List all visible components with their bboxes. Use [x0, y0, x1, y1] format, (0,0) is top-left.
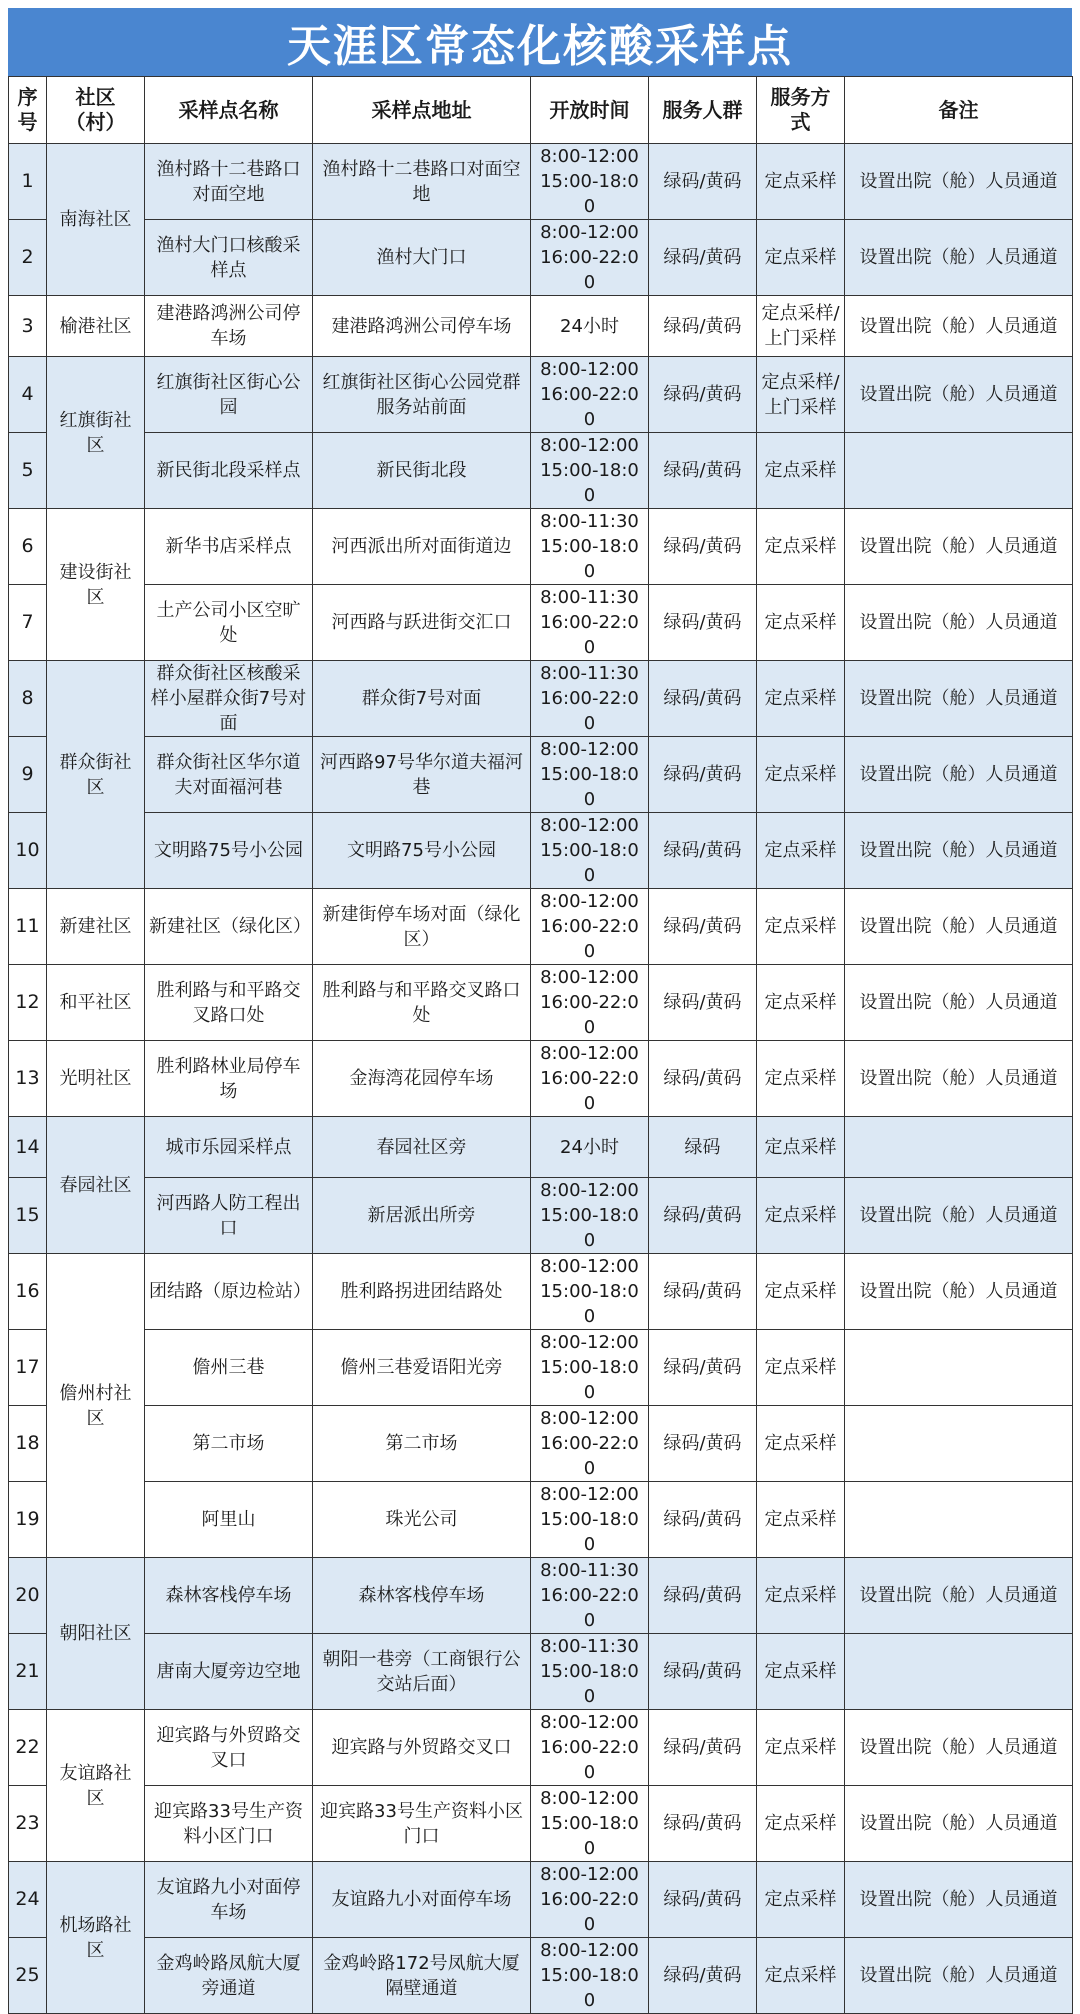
service-crowd-cell: 绿码/黄码	[649, 1938, 757, 2014]
service-mode-cell: 定点采样	[757, 1558, 845, 1634]
site-name-cell: 渔村大门口核酸采样点	[145, 220, 313, 296]
site-address-cell: 建港路鸿洲公司停车场	[313, 296, 531, 357]
header-service-crowd: 服务人群	[649, 77, 757, 144]
community-cell: 红旗街社区	[47, 357, 145, 509]
site-address-cell: 河西派出所对面街道边	[313, 509, 531, 585]
community-cell: 友谊路社区	[47, 1710, 145, 1862]
row-number: 20	[9, 1558, 47, 1634]
service-mode-cell: 定点采样	[757, 509, 845, 585]
header-service-mode: 服务方式	[757, 77, 845, 144]
service-crowd-cell: 绿码/黄码	[649, 737, 757, 813]
community-cell: 春园社区	[47, 1117, 145, 1254]
site-name-cell: 河西路人防工程出口	[145, 1178, 313, 1254]
service-mode-cell: 定点采样	[757, 889, 845, 965]
service-mode-cell: 定点采样	[757, 1330, 845, 1406]
row-number: 11	[9, 889, 47, 965]
service-mode-cell: 定点采样	[757, 965, 845, 1041]
row-number: 2	[9, 220, 47, 296]
table-row	[9, 661, 1073, 737]
note-cell: 设置出院（舱）人员通道	[845, 509, 1073, 585]
header-no: 序号	[9, 77, 47, 144]
table-row	[9, 889, 1073, 965]
site-address-cell: 渔村路十二巷路口对面空地	[313, 144, 531, 220]
table-row	[9, 1558, 1073, 1634]
table-row	[9, 220, 1073, 296]
site-name-cell: 森林客栈停车场	[145, 1558, 313, 1634]
service-crowd-cell: 绿码/黄码	[649, 585, 757, 661]
site-address-cell: 珠光公司	[313, 1482, 531, 1558]
service-mode-cell: 定点采样	[757, 1862, 845, 1938]
note-cell: 设置出院（舱）人员通道	[845, 1254, 1073, 1330]
service-mode-cell: 定点采样	[757, 1938, 845, 2014]
community-cell: 新建社区	[47, 889, 145, 965]
site-address-cell: 新民街北段	[313, 433, 531, 509]
open-time-cell: 8:00-12:00 15:00-18:00	[531, 737, 649, 813]
community-cell: 机场路社区	[47, 1862, 145, 2014]
open-time-cell: 8:00-12:00 15:00-18:00	[531, 1178, 649, 1254]
row-number: 18	[9, 1406, 47, 1482]
row-number: 5	[9, 433, 47, 509]
header-open-time: 开放时间	[531, 77, 649, 144]
site-name-cell: 阿里山	[145, 1482, 313, 1558]
service-mode-cell: 定点采样	[757, 737, 845, 813]
open-time-cell: 8:00-12:00 16:00-22:00	[531, 965, 649, 1041]
table-row	[9, 1634, 1073, 1710]
table-row	[9, 965, 1073, 1041]
community-cell: 群众街社区	[47, 661, 145, 889]
site-name-cell: 群众街社区华尔道夫对面福河巷	[145, 737, 313, 813]
header-row	[9, 77, 1073, 144]
note-cell	[845, 1406, 1073, 1482]
site-name-cell: 新华书店采样点	[145, 509, 313, 585]
table-row	[9, 585, 1073, 661]
site-name-cell: 迎宾路与外贸路交叉口	[145, 1710, 313, 1786]
header-site-name: 采样点名称	[145, 77, 313, 144]
site-name-cell: 唐南大厦旁边空地	[145, 1634, 313, 1710]
open-time-cell: 8:00-12:00 15:00-18:00	[531, 1254, 649, 1330]
site-address-cell: 胜利路拐进团结路处	[313, 1254, 531, 1330]
community-cell: 朝阳社区	[47, 1558, 145, 1710]
note-cell: 设置出院（舱）人员通道	[845, 1041, 1073, 1117]
open-time-cell: 8:00-12:00 15:00-18:00	[531, 1330, 649, 1406]
service-mode-cell: 定点采样/上门采样	[757, 357, 845, 433]
open-time-cell: 24小时	[531, 296, 649, 357]
site-address-cell: 金海湾花园停车场	[313, 1041, 531, 1117]
service-mode-cell: 定点采样	[757, 1117, 845, 1178]
row-number: 3	[9, 296, 47, 357]
table-row	[9, 813, 1073, 889]
open-time-cell: 8:00-12:00 16:00-22:00	[531, 1710, 649, 1786]
service-crowd-cell: 绿码/黄码	[649, 1330, 757, 1406]
site-name-cell: 第二市场	[145, 1406, 313, 1482]
site-name-cell: 文明路75号小公园	[145, 813, 313, 889]
table-row	[9, 1406, 1073, 1482]
site-name-cell: 友谊路九小对面停车场	[145, 1862, 313, 1938]
site-address-cell: 迎宾路与外贸路交叉口	[313, 1710, 531, 1786]
site-name-cell: 群众街社区核酸采样小屋群众街7号对面	[145, 661, 313, 737]
note-cell: 设置出院（舱）人员通道	[845, 889, 1073, 965]
row-number: 25	[9, 1938, 47, 2014]
service-crowd-cell: 绿码/黄码	[649, 220, 757, 296]
row-number: 1	[9, 144, 47, 220]
site-address-cell: 河西路97号华尔道夫福河巷	[313, 737, 531, 813]
site-address-cell: 河西路与跃进街交汇口	[313, 585, 531, 661]
open-time-cell: 8:00-12:00 16:00-22:00	[531, 889, 649, 965]
header-note: 备注	[845, 77, 1073, 144]
service-crowd-cell: 绿码/黄码	[649, 813, 757, 889]
site-address-cell: 文明路75号小公园	[313, 813, 531, 889]
row-number: 7	[9, 585, 47, 661]
service-crowd-cell: 绿码/黄码	[649, 357, 757, 433]
site-address-cell: 森林客栈停车场	[313, 1558, 531, 1634]
table-row	[9, 296, 1073, 357]
table-row	[9, 1254, 1073, 1330]
table-row	[9, 144, 1073, 220]
row-number: 6	[9, 509, 47, 585]
site-name-cell: 迎宾路33号生产资料小区门口	[145, 1786, 313, 1862]
header-site-address: 采样点地址	[313, 77, 531, 144]
row-number: 13	[9, 1041, 47, 1117]
row-number: 23	[9, 1786, 47, 1862]
row-number: 10	[9, 813, 47, 889]
open-time-cell: 8:00-12:00 16:00-22:00	[531, 1406, 649, 1482]
note-cell	[845, 433, 1073, 509]
site-name-cell: 新民街北段采样点	[145, 433, 313, 509]
open-time-cell: 8:00-12:00 15:00-18:00	[531, 1482, 649, 1558]
site-address-cell: 春园社区旁	[313, 1117, 531, 1178]
note-cell: 设置出院（舱）人员通道	[845, 1558, 1073, 1634]
site-name-cell: 红旗街社区街心公园	[145, 357, 313, 433]
service-crowd-cell: 绿码/黄码	[649, 144, 757, 220]
service-mode-cell: 定点采样	[757, 1178, 845, 1254]
community-cell: 建设街社区	[47, 509, 145, 661]
service-mode-cell: 定点采样	[757, 1406, 845, 1482]
sampling-sites-table	[8, 76, 1073, 2014]
service-mode-cell: 定点采样	[757, 585, 845, 661]
row-number: 17	[9, 1330, 47, 1406]
note-cell	[845, 1634, 1073, 1710]
open-time-cell: 8:00-12:00 16:00-22:00	[531, 1862, 649, 1938]
service-mode-cell: 定点采样	[757, 1710, 845, 1786]
site-address-cell: 第二市场	[313, 1406, 531, 1482]
service-crowd-cell: 绿码/黄码	[649, 889, 757, 965]
row-number: 16	[9, 1254, 47, 1330]
row-number: 24	[9, 1862, 47, 1938]
row-number: 12	[9, 965, 47, 1041]
open-time-cell: 8:00-12:00 16:00-22:00	[531, 1041, 649, 1117]
service-mode-cell: 定点采样	[757, 1041, 845, 1117]
site-address-cell: 儋州三巷爱语阳光旁	[313, 1330, 531, 1406]
table-row	[9, 1938, 1073, 2014]
site-name-cell: 儋州三巷	[145, 1330, 313, 1406]
service-crowd-cell: 绿码/黄码	[649, 509, 757, 585]
service-crowd-cell: 绿码/黄码	[649, 1862, 757, 1938]
service-crowd-cell: 绿码/黄码	[649, 1786, 757, 1862]
table-row	[9, 357, 1073, 433]
row-number: 21	[9, 1634, 47, 1710]
service-crowd-cell: 绿码/黄码	[649, 1634, 757, 1710]
note-cell: 设置出院（舱）人员通道	[845, 296, 1073, 357]
service-mode-cell: 定点采样	[757, 144, 845, 220]
service-crowd-cell: 绿码/黄码	[649, 1558, 757, 1634]
service-crowd-cell: 绿码/黄码	[649, 433, 757, 509]
site-address-cell: 迎宾路33号生产资料小区门口	[313, 1786, 531, 1862]
header-community: 社区（村）	[47, 77, 145, 144]
service-mode-cell: 定点采样	[757, 661, 845, 737]
service-mode-cell: 定点采样	[757, 1634, 845, 1710]
site-address-cell: 朝阳一巷旁（工商银行公交站后面）	[313, 1634, 531, 1710]
note-cell: 设置出院（舱）人员通道	[845, 585, 1073, 661]
service-mode-cell: 定点采样	[757, 1254, 845, 1330]
open-time-cell: 8:00-12:00 15:00-18:00	[531, 813, 649, 889]
service-mode-cell: 定点采样	[757, 813, 845, 889]
table-row	[9, 1330, 1073, 1406]
open-time-cell: 8:00-12:00 15:00-18:00	[531, 144, 649, 220]
row-number: 8	[9, 661, 47, 737]
service-crowd-cell: 绿码/黄码	[649, 661, 757, 737]
table-row	[9, 1041, 1073, 1117]
service-mode-cell: 定点采样	[757, 433, 845, 509]
open-time-cell: 8:00-11:30 16:00-22:00	[531, 585, 649, 661]
note-cell: 设置出院（舱）人员通道	[845, 737, 1073, 813]
site-name-cell: 金鸡岭路凤航大厦旁通道	[145, 1938, 313, 2014]
note-cell	[845, 1330, 1073, 1406]
service-crowd-cell: 绿码/黄码	[649, 1254, 757, 1330]
service-crowd-cell: 绿码/黄码	[649, 296, 757, 357]
service-crowd-cell: 绿码/黄码	[649, 1041, 757, 1117]
site-name-cell: 胜利路林业局停车场	[145, 1041, 313, 1117]
note-cell: 设置出院（舱）人员通道	[845, 1178, 1073, 1254]
service-crowd-cell: 绿码/黄码	[649, 1178, 757, 1254]
service-crowd-cell: 绿码/黄码	[649, 1406, 757, 1482]
page-title: 天涯区常态化核酸采样点	[8, 8, 1072, 76]
site-name-cell: 城市乐园采样点	[145, 1117, 313, 1178]
service-crowd-cell: 绿码/黄码	[649, 1710, 757, 1786]
service-mode-cell: 定点采样	[757, 220, 845, 296]
note-cell: 设置出院（舱）人员通道	[845, 357, 1073, 433]
open-time-cell: 8:00-11:30 16:00-22:00	[531, 1558, 649, 1634]
open-time-cell: 8:00-12:00 15:00-18:00	[531, 1938, 649, 2014]
note-cell	[845, 1482, 1073, 1558]
table-row	[9, 509, 1073, 585]
note-cell: 设置出院（舱）人员通道	[845, 1786, 1073, 1862]
table-row	[9, 1178, 1073, 1254]
service-crowd-cell: 绿码	[649, 1117, 757, 1178]
site-address-cell: 友谊路九小对面停车场	[313, 1862, 531, 1938]
site-name-cell: 胜利路与和平路交叉路口处	[145, 965, 313, 1041]
note-cell: 设置出院（舱）人员通道	[845, 1938, 1073, 2014]
table-row	[9, 1862, 1073, 1938]
note-cell: 设置出院（舱）人员通道	[845, 1710, 1073, 1786]
site-name-cell: 土产公司小区空旷处	[145, 585, 313, 661]
table-row	[9, 433, 1073, 509]
service-crowd-cell: 绿码/黄码	[649, 1482, 757, 1558]
table-row	[9, 1117, 1073, 1178]
service-crowd-cell: 绿码/黄码	[649, 965, 757, 1041]
row-number: 14	[9, 1117, 47, 1178]
site-address-cell: 渔村大门口	[313, 220, 531, 296]
service-mode-cell: 定点采样/上门采样	[757, 296, 845, 357]
community-cell: 儋州村社区	[47, 1254, 145, 1558]
table-row	[9, 1482, 1073, 1558]
site-address-cell: 新居派出所旁	[313, 1178, 531, 1254]
note-cell: 设置出院（舱）人员通道	[845, 813, 1073, 889]
service-mode-cell: 定点采样	[757, 1482, 845, 1558]
table-row	[9, 737, 1073, 813]
note-cell: 设置出院（舱）人员通道	[845, 220, 1073, 296]
open-time-cell: 24小时	[531, 1117, 649, 1178]
note-cell: 设置出院（舱）人员通道	[845, 1862, 1073, 1938]
row-number: 22	[9, 1710, 47, 1786]
site-address-cell: 群众街7号对面	[313, 661, 531, 737]
service-mode-cell: 定点采样	[757, 1786, 845, 1862]
row-number: 9	[9, 737, 47, 813]
site-address-cell: 金鸡岭路172号凤航大厦隔壁通道	[313, 1938, 531, 2014]
site-name-cell: 团结路（原边检站）	[145, 1254, 313, 1330]
open-time-cell: 8:00-11:30 15:00-18:00	[531, 1634, 649, 1710]
note-cell: 设置出院（舱）人员通道	[845, 144, 1073, 220]
site-address-cell: 新建街停车场对面（绿化区）	[313, 889, 531, 965]
note-cell	[845, 1117, 1073, 1178]
site-address-cell: 胜利路与和平路交叉路口处	[313, 965, 531, 1041]
open-time-cell: 8:00-12:00 15:00-18:00	[531, 1786, 649, 1862]
site-name-cell: 渔村路十二巷路口对面空地	[145, 144, 313, 220]
row-number: 15	[9, 1178, 47, 1254]
community-cell: 榆港社区	[47, 296, 145, 357]
open-time-cell: 8:00-12:00 15:00-18:00	[531, 433, 649, 509]
community-cell: 南海社区	[47, 144, 145, 296]
site-name-cell: 新建社区（绿化区）	[145, 889, 313, 965]
note-cell: 设置出院（舱）人员通道	[845, 661, 1073, 737]
community-cell: 光明社区	[47, 1041, 145, 1117]
open-time-cell: 8:00-11:30 15:00-18:00	[531, 509, 649, 585]
table-row	[9, 1786, 1073, 1862]
open-time-cell: 8:00-12:00 16:00-22:00	[531, 220, 649, 296]
row-number: 4	[9, 357, 47, 433]
table-row	[9, 1710, 1073, 1786]
site-address-cell: 红旗街社区街心公园党群服务站前面	[313, 357, 531, 433]
note-cell: 设置出院（舱）人员通道	[845, 965, 1073, 1041]
open-time-cell: 8:00-11:30 16:00-22:00	[531, 661, 649, 737]
open-time-cell: 8:00-12:00 16:00-22:00	[531, 357, 649, 433]
community-cell: 和平社区	[47, 965, 145, 1041]
row-number: 19	[9, 1482, 47, 1558]
site-name-cell: 建港路鸿洲公司停车场	[145, 296, 313, 357]
